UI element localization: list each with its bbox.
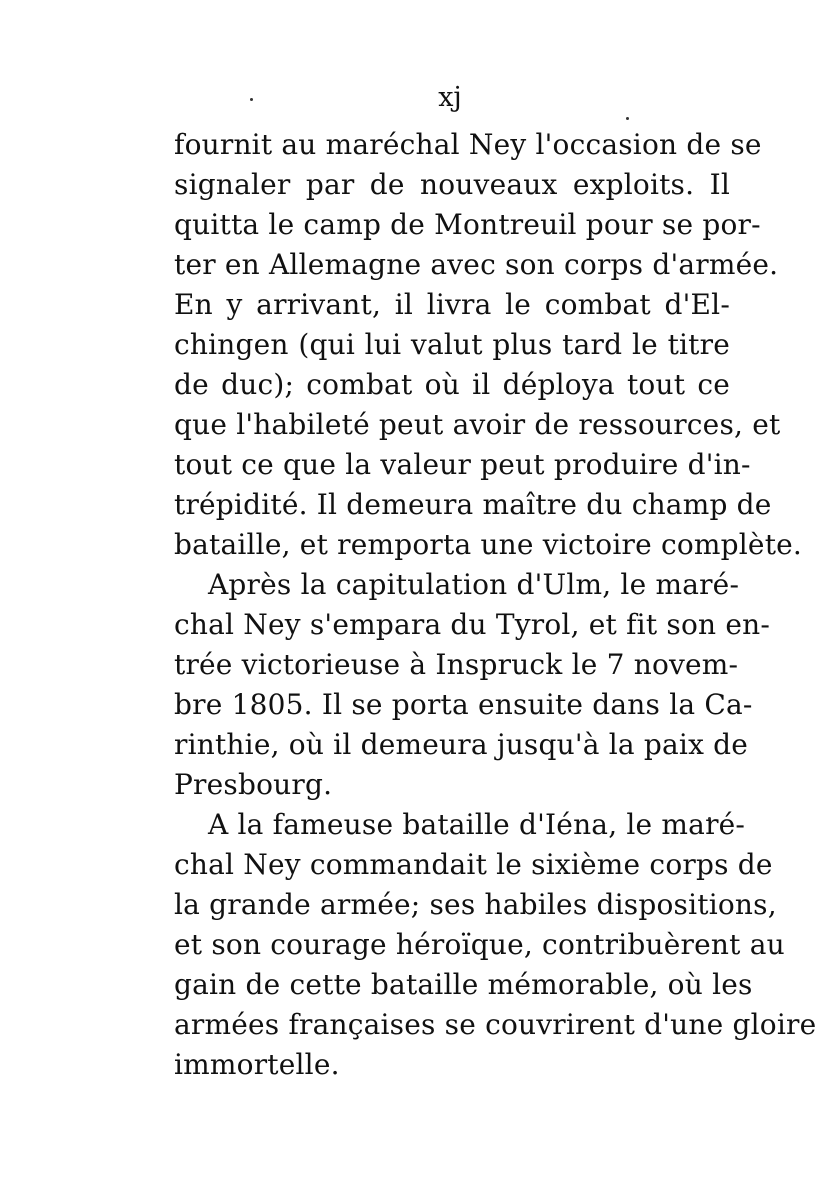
text-line: de duc); combat où il déploya tout ce [174, 368, 730, 401]
body-text [174, 125, 817, 1085]
text-line: armées françaises se couvrirent d'une gloire [174, 1008, 817, 1041]
text-line: trée victorieuse à Inspruck le 7 novem- [174, 648, 739, 681]
text-line: quitta le camp de Montreuil pour se por- [174, 208, 761, 241]
text-line: fournit au maréchal Ney l'occasion de se [174, 128, 762, 161]
text-line: signaler par de nouveaux exploits. Il [174, 168, 730, 201]
text-line: ter en Allemagne avec son corps d'armée. [174, 248, 779, 281]
ink-speck [626, 117, 629, 120]
text-line: rinthie, où il demeura jusqu'à la paix de [174, 728, 749, 761]
text-line: chal Ney s'empara du Tyrol, et fit son en- [174, 608, 771, 641]
text-line: A la fameuse bataille d'Iéna, le maré- [208, 808, 746, 841]
paragraph-1 [174, 125, 803, 565]
text-line: bataille, et remporta une victoire complète. [174, 528, 803, 561]
ink-speck [250, 98, 253, 101]
text-line: bre 1805. Il se porta ensuite dans la Ca- [174, 688, 753, 721]
text-line: tout ce que la valeur peut produire d'in- [174, 448, 751, 481]
text-line: chal Ney commandait le sixième corps de [174, 848, 773, 881]
text-line: que l'habileté peut avoir de ressources, et [174, 408, 781, 441]
paragraph-2 [174, 565, 771, 805]
text-line: gain de cette bataille mémorable, où les [174, 968, 753, 1001]
text-line: Presbourg. [174, 768, 333, 801]
paragraph-3 [174, 805, 817, 1085]
text-line: la grande armée; ses habiles dispositions, [174, 888, 777, 921]
text-line: trépidité. Il demeura maître du champ de [174, 488, 772, 521]
page-number: xj [438, 82, 462, 113]
text-line: immortelle. [174, 1048, 340, 1081]
text-line: chingen (qui lui valut plus tard le titre [174, 328, 730, 361]
text-line: Après la capitulation d'Ulm, le maré- [208, 568, 740, 601]
text-line: et son courage héroïque, contribuèrent au [174, 928, 785, 961]
text-line: En y arrivant, il livra le combat d'El- [174, 288, 730, 321]
